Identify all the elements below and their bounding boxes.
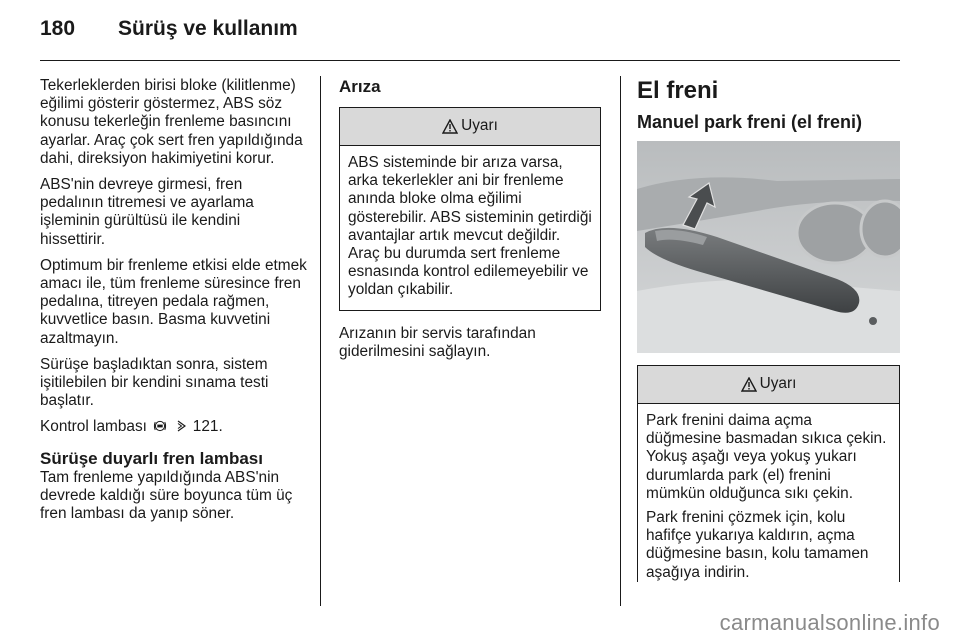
parking-warning-box — [637, 365, 900, 582]
column-divider-right — [620, 76, 621, 606]
lamp-page-reference: 121. — [192, 418, 223, 436]
warning-title: Uyarı — [461, 117, 498, 135]
header-rule — [40, 60, 900, 61]
warning-header-2 — [638, 366, 899, 404]
manual-parking-brake-heading: Manuel park freni (el freni) — [637, 112, 863, 132]
brake-light-heading: Sürüşe duyarlı fren lambası — [40, 448, 263, 468]
paragraph-abs-3: Optimum bir frenleme etkisi elde etmek amacı ile, tüm frenleme süresince fren pedalına, titreyen pedala rağmen, kuvvetlice basın. Basma kuvvetini azaltmayın. — [40, 256, 307, 347]
paragraph-abs-4: Sürüşe başladıktan sonra, sistem işitilebilen bir kendini sınama testi başlatır. — [40, 355, 269, 410]
warning-body — [340, 146, 600, 310]
fault-service-paragraph: Arızanın bir servis tarafından giderilmesini sağlayın. — [339, 324, 536, 360]
brake-light-paragraph: Tam frenleme yapıldığında ABS'nin devrede kaldığı süre boyunca tüm üç fren lambası da yanıp söner. — [40, 468, 293, 523]
page-number: 180 — [40, 17, 76, 40]
parking-brake-heading: El freni — [637, 77, 719, 104]
warning-paragraph-1: Park frenini daima açma düğmesine basmadan sıkıca çekin. Yokuş aşağı veya yokuş yukarı durumlarda park (el) frenini mümkün olduğunca sıkı çekin. — [646, 412, 887, 502]
control-lamp-line — [40, 418, 308, 436]
section-title: Sürüş ve kullanım — [118, 17, 298, 40]
handbrake-photo — [637, 141, 900, 353]
paragraph-abs-1: Tekerleklerden birisi bloke (kilitlenme) eğilimi gösterir göstermez, ABS söz konusu tekerleğin frenleme basıncını ayarlar. Araç çok sert fren yapıldığında dahi, direksiyon hakimiyetini korur. — [40, 77, 303, 167]
column-parking-brake — [637, 77, 900, 588]
page-reference-icon — [177, 420, 186, 432]
column-divider-left — [320, 76, 321, 606]
warning-header — [340, 108, 600, 146]
paragraph-abs-2: ABS'nin devreye girmesi, fren pedalının titremesi ve ayarlama işleminin gürültüsü ile kendini hissettirir. — [40, 176, 254, 248]
warning-triangle-icon — [741, 377, 757, 392]
warning-paragraph-2: Park frenini çözmek için, kolu hafifçe yukarıya kaldırın, açma düğmesine basın, kolu tamamen aşağıya indirin. — [646, 509, 869, 581]
fault-warning-box — [339, 107, 601, 311]
column-fault — [339, 77, 601, 369]
warning-body-2 — [638, 404, 899, 582]
fault-heading: Arıza — [339, 77, 381, 96]
warning-triangle-icon — [442, 119, 458, 134]
column-abs-text — [40, 77, 308, 531]
control-lamp-label: Kontrol lambası — [40, 418, 147, 436]
handbrake-illustration — [637, 141, 900, 353]
abs-lamp-icon — [153, 419, 167, 433]
watermark: carmanualsonline.info — [719, 610, 940, 635]
page-header — [40, 17, 298, 47]
warning-title-2: Uyarı — [759, 375, 797, 393]
warning-text: ABS sisteminde bir arıza varsa, arka tekerlekler ani bir frenleme anında bloke olma eğilimi gösterebilir. ABS sisteminin getirdiği avantajlar artık mevcut değildir. Araç bu durumda sert frenleme esnasında kontrol edilemeyebilir ve yoldan çıkabilir. — [348, 154, 592, 299]
